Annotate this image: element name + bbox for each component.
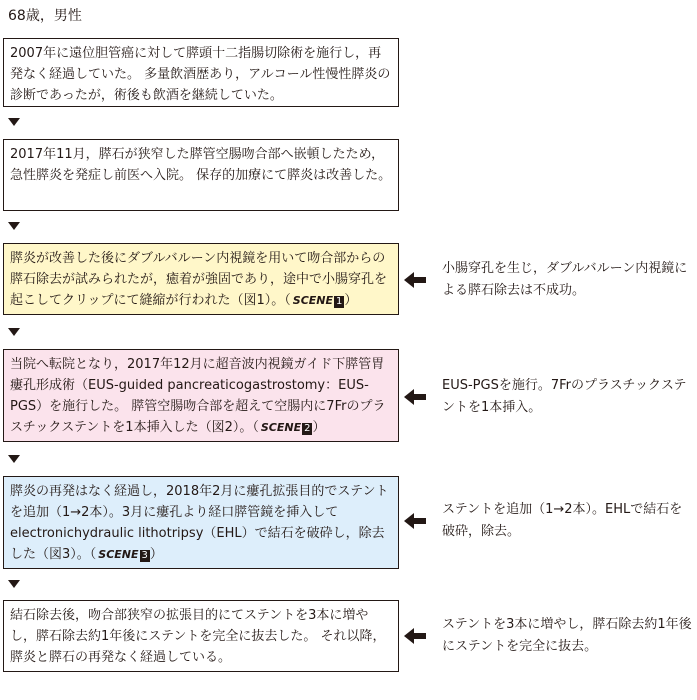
down-arrow-icon bbox=[8, 118, 20, 126]
step-1-box bbox=[3, 38, 399, 107]
patient-header: 68歳，男性 bbox=[8, 8, 82, 24]
step-3-tail: ） bbox=[344, 293, 358, 308]
left-arrow-icon bbox=[404, 272, 426, 288]
step-3-note: 小腸穿孔を生じ，ダブルバルーン内視鏡による膵石除去は不成功。 bbox=[442, 261, 688, 298]
down-arrow-icon bbox=[8, 222, 20, 230]
scene-2-number: 2 bbox=[304, 423, 311, 434]
step-2-text: 2017年11月，膵石が狭窄した膵管空腸吻合部へ嵌頓したため，急性膵炎を発症し前医へ入院。 保存的加療にて膵炎は改善した。 bbox=[10, 147, 392, 183]
scene-1-number: 1 bbox=[336, 296, 343, 307]
scene-3-label: SCENE bbox=[98, 548, 139, 561]
left-arrow-icon bbox=[404, 389, 426, 405]
step-5-tail: ） bbox=[149, 547, 163, 562]
step-5-note: ステントを追加（1→2本）。EHLで結石を破砕，除去。 bbox=[442, 502, 683, 539]
down-arrow-icon bbox=[8, 455, 20, 463]
scene-2-label: SCENE bbox=[260, 421, 302, 434]
scene-1-label: SCENE bbox=[292, 294, 333, 307]
step-6-text: 結石除去後，吻合部狭窄の拡張目的にてステントを3本に増やし，膵石除去約1年後にステントを完全に抜去した。 それ以降，膵炎と膵石の再発なく経過している。 bbox=[10, 608, 386, 665]
step-5-box bbox=[3, 476, 399, 569]
step-4-box bbox=[3, 349, 399, 442]
left-arrow-icon bbox=[404, 628, 426, 644]
scene-3-number: 3 bbox=[141, 550, 148, 561]
down-arrow-icon bbox=[8, 580, 20, 588]
step-6-box bbox=[3, 600, 399, 672]
step-6-note: ステントを3本に増やし，膵石除去約1年後にステントを完全に抜去。 bbox=[442, 617, 692, 654]
step-4-text: 当院へ転院となり，2017年12月に超音波内視鏡ガイド下膵管胃瘻孔形成術（EUS-guided pancreaticogastrostomy：EUS-PGS）を施行した。 膵管空腸吻合部を超えて空腸内に7Frのプラスチックステントを1本挿入した（図2）。（ bbox=[10, 357, 386, 435]
step-4-tail: ） bbox=[312, 420, 326, 435]
step-5-text: 膵炎の再発はなく経過し，2018年2月に瘻孔拡張目的でステントを追加（1→2本）。3月に瘻孔より経口膵管鏡を挿入してelectronichydraulic lithotripsy（EHL）で結石を破砕し，除去した（図3）。（ bbox=[10, 484, 389, 562]
step-3-text: 膵炎が改善した後にダブルバルーン内視鏡を用いて吻合部からの膵石除去が試みられたが，癒着が強固であり，途中で小腸穿孔を起こしてクリップにて縫縮が行われた（図1）。（ bbox=[10, 251, 388, 308]
step-1-text: 2007年に遠位胆管癌に対して膵頭十二指腸切除術を施行し，再発なく経過していた。 多量飲酒歴あり，アルコール性慢性膵炎の診断であったが，術後も飲酒を継続していた。 bbox=[10, 46, 391, 103]
step-4-note: EUS-PGSを施行。7Frのプラスチックステントを1本挿入。 bbox=[442, 378, 687, 415]
left-arrow-icon bbox=[404, 513, 426, 529]
step-3-box bbox=[3, 243, 399, 315]
down-arrow-icon bbox=[8, 328, 20, 336]
step-2-box bbox=[3, 139, 399, 211]
